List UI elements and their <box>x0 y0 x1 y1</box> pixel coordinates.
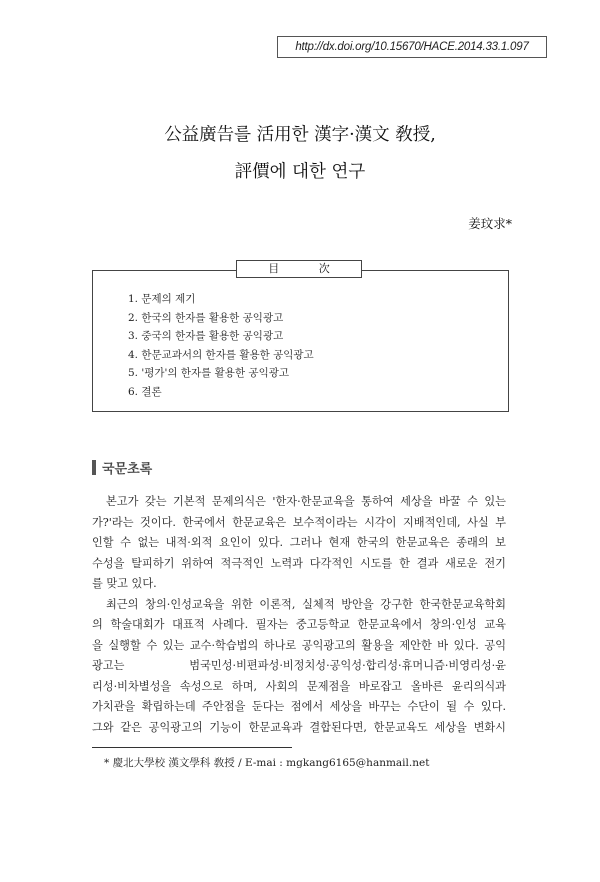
abstract-line: 최근의 창의·인성교육을 위한 이론적, 실체적 방안을 강구한 한국한문교육학회 <box>106 597 506 611</box>
abstract-line: 의 학술대회가 대표적 사례다. 필자는 중고등학교 한문교육에서 창의·인성 교육 <box>92 618 506 631</box>
abstract-body <box>92 492 506 738</box>
toc-item: 5. '평가'의 한자를 활용한 공익광고 <box>128 367 290 380</box>
abstract-line: 인할 수 없는 내적·외적 요인이 있다. 그러나 현재 한국의 한문교육은 종래의 보 <box>92 536 506 549</box>
abstract-line: 리성·비차별성을 속성으로 하며, 사회의 문제점을 바로잡고 올바른 윤리의식과 <box>92 679 506 693</box>
paper-title-line1: 公益廣告를 活用한 漢字·漢文 敎授, <box>164 125 436 145</box>
toc-item: 6. 결론 <box>128 385 162 398</box>
abstract-line: 본고가 갖는 기본적 문제의식은 '한자·한문교육을 통하여 세상을 바꿀 수 있는 <box>106 495 506 508</box>
abstract-line: 가?'라는 것이다. 한국에서 한문교육은 보수적이라는 시각이 지배적인데, 사실 부 <box>92 515 506 529</box>
author-name: 姜玟求* <box>468 216 512 231</box>
toc-list <box>128 290 314 402</box>
abstract-line: 을 실행할 수 있는 교수·학습법의 하나로 공익광고의 활용을 제안한 바 있다. 공익 <box>92 638 506 652</box>
footnote-rule <box>92 747 292 748</box>
abstract-line: 가치관을 확립하는데 주안점을 둔다는 점에서 세상을 바꾸는 수단이 될 수 있다. <box>92 700 506 713</box>
abstract-line: 그와 같은 공익광고의 기능이 한문교육과 결합된다면, 한문교육도 세상을 변화시 <box>92 720 506 734</box>
abstract-line: 를 맞고 있다. <box>92 577 157 590</box>
paper-title-line2: 評價에 대한 연구 <box>234 162 366 182</box>
footnote: * 慶北大學校 漢文學科 敎授 / E-mai : mgkang6165@hanmail.net <box>104 757 430 769</box>
toc-item: 2. 한국의 한자를 활용한 공익광고 <box>128 311 284 324</box>
toc-item: 3. 중국의 한자를 활용한 공익광고 <box>128 330 284 343</box>
toc-item: 1. 문제의 제기 <box>128 293 196 305</box>
toc-item: 4. 한문교과서의 한자를 활용한 공익광고 <box>128 348 314 361</box>
doi-link[interactable]: http://dx.doi.org/10.15670/HACE.2014.33.1.097 <box>277 36 547 58</box>
section-marker-bar <box>92 460 96 475</box>
toc-heading: 目 次 <box>236 260 362 278</box>
abstract-line: 수성을 탈피하기 위하여 적극적인 노력과 다각적인 시도를 한 결과 새로운 전기 <box>92 556 506 570</box>
section-title: 국문초록 <box>102 460 153 476</box>
abstract-section-heading <box>92 458 152 476</box>
abstract-line: 광고는 범국민성·비편파성·비정치성·공익성·합리성·휴머니즘·비영리성·윤 <box>92 659 506 672</box>
